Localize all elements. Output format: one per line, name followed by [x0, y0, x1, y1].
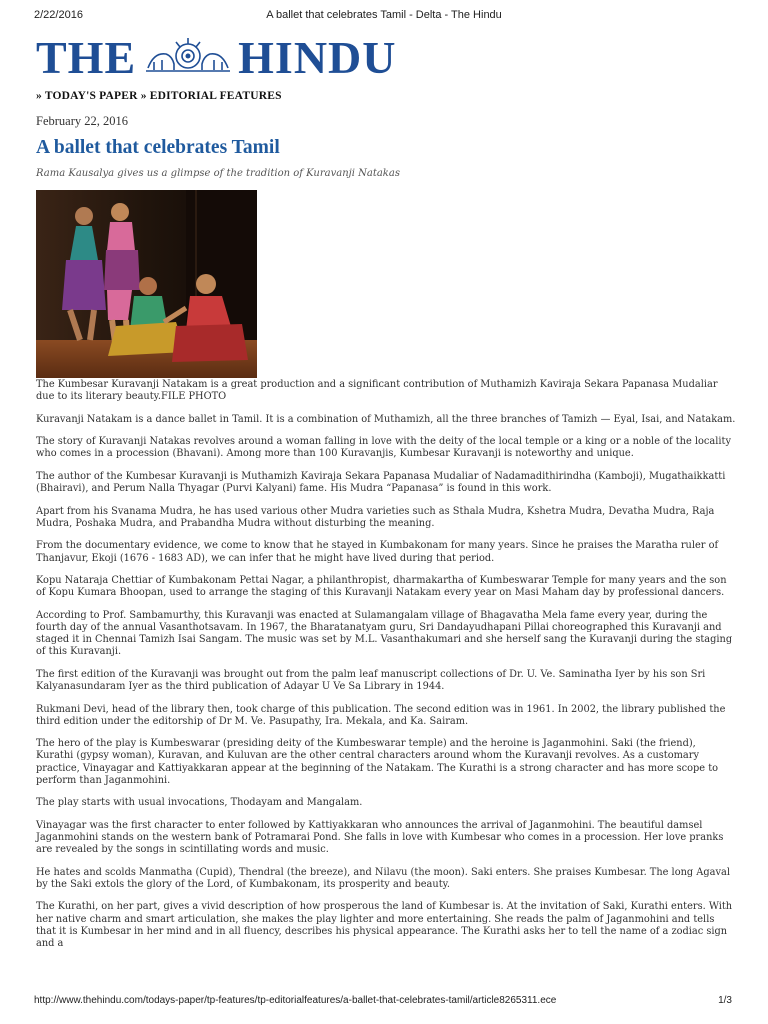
- article-subheadline: Rama Kausalya gives us a glimpse of the tradition of Kuravanji Natakas: [36, 168, 400, 179]
- publication-date: February 22, 2016: [36, 114, 128, 128]
- article-paragraph: Rukmani Devi, head of the library then, took charge of this publication. The second edition was in 1961. In 2002, the library published the third edition under the editorship of Dr M. Ve. Pasupathy, Ira. Mekala, and Ka. Sairam.: [36, 703, 726, 727]
- article-paragraph: The hero of the play is Kumbeswarar (presiding deity of the Kumbeswarar temple) and the heroine is Jaganmohini. Saki (the friend), Kurathi (gypsy woman), Kuravan, and Kuluvan are the other central characters around whom the Kuravanji revolves. As a customary practice, Vinayagar and Kattiyakkaran appear at the beginning of the Natakam. The Kurathi is a strong character and has more scope to perform than Jaganmohini.: [36, 738, 719, 786]
- masthead-hindu: HINDU: [238, 32, 397, 83]
- print-title: A ballet that celebrates Tamil - Delta - The Hindu: [266, 9, 502, 21]
- footer-url[interactable]: http://www.thehindu.com/todays-paper/tp-features/tp-editorialfeatures/a-ballet-that-celebrates-tamil/article8265311.ece: [34, 995, 557, 1006]
- print-footer: [0, 993, 768, 1009]
- article-paragraph: The play starts with usual invocations, Thodayam and Mangalam.: [36, 797, 363, 809]
- article-paragraph: He hates and scolds Manmatha (Cupid), Thendral (the breeze), and Nilavu (the moon). Saki enters. She praises Kumbesar. The long Agaval by the Saki extols the glory of the Lord, of Kumbakonam, its prosperity and beauty.: [36, 866, 730, 890]
- article-paragraph: From the documentary evidence, we come to know that he stayed in Kumbakonam for many years. Since he praises the Maratha ruler of Thanjavur, Ekoji (1676 - 1683 AD), we can infer that he might have lived during that period.: [36, 540, 719, 564]
- masthead-logo[interactable]: [36, 32, 397, 83]
- masthead-the: THE: [36, 32, 137, 83]
- emblem-icon: [144, 34, 232, 82]
- print-header: [0, 0, 768, 26]
- article-photo: [36, 190, 257, 378]
- article-paragraph: The author of the Kumbesar Kuravanji is Muthamizh Kaviraja Sekara Papanasa Mudaliar of Nadamadithirindha (Kamboji), Mugathaikkatti (Bhairavi), and Perum Nalla Thyagar (Purvi Kalyani) fame. His Mudra “Papanasa” is found in this work.: [36, 470, 726, 495]
- breadcrumb[interactable]: » TODAY'S PAPER » EDITORIAL FEATURES: [36, 90, 282, 102]
- article-paragraph: Kuravanji Natakam is a dance ballet in Tamil. It is a combination of Muthamizh, all the three branches of Tamizh — Eyal, Isai, and Natakam.: [36, 413, 736, 425]
- article-headline: A ballet that celebrates Tamil: [36, 137, 280, 158]
- page-number: 1/3: [718, 995, 732, 1006]
- photo-caption: The Kumbesar Kuravanji Natakam is a great production and a significant contribution of Muthamizh Kaviraja Sekara Papanasa Mudaliar due to its literary beauty.FILE PHOTO: [36, 379, 718, 403]
- article-body: [36, 379, 736, 961]
- article-paragraph: The story of Kuravanji Natakas revolves around a woman falling in love with the deity of the local temple or a king or a noble of the locality who comes in a procession (Bhavani). Among more than 100 Kuravanjis, Kumbesar Kuravanji is noteworthy and unique.: [36, 436, 732, 460]
- article-paragraph: Apart from his Svanama Mudra, he has used various other Mudra varieties such as Sthala Mudra, Kshetra Mudra, Devatha Mudra, Raja Mudra, Poshaka Mudra, and Prabandha Mudra without disturbing the meaning.: [36, 505, 715, 529]
- article-paragraph: According to Prof. Sambamurthy, this Kuravanji was enacted at Sulamangalam village of Bhagavatha Mela fame every year, during the fourth day of the annual Vasanthotsavam. In 1967, the Bharatanatyam guru, Sri Dandayudhapani Pillai choreographed this Kuravanji and staged it in Chennai Tamizh Isai Sangam. The music was set by M.L. Vasanthakumari and she herself sang the Kuravanji during the staging of this Kuravanji.: [36, 609, 733, 658]
- article-paragraph: The first edition of the Kuravanji was brought out from the palm leaf manuscript collections of Dr. U. Ve. Saminatha Iyer by his son Sri Kalyanasundaram Iyer as the third publication of Adayar U Ve Sa Library in 1944.: [36, 668, 706, 693]
- print-date: 2/22/2016: [34, 9, 83, 21]
- article-paragraph: The Kurathi, on her part, gives a vivid description of how prosperous the land of Kumbesar is. At the invitation of Saki, Kurathi enters. With her native charm and smart articulation, she makes the play lighter and more entertaining. She reads the palm of Jaganmohini and tells that it is Kumbesar in her mind and in all fluency, describes his physical appearance. The Kurathi asks her to tell the name of a zodiac sign and a: [36, 901, 733, 950]
- article-paragraph: Vinayagar was the first character to enter followed by Kattiyakkaran who announces the arrival of Jaganmohini. The beautiful damsel Jaganmohini stands on the western bank of Potramarai Pond. She falls in love with Kumbesar who comes in a procession. Her love pranks are revealed by the songs in scintillating words and music.: [36, 819, 724, 856]
- article-paragraph: Kopu Nataraja Chettiar of Kumbakonam Pettai Nagar, a philanthropist, dharmakartha of Kumbeswarar Temple for many years and the son of Kopu Kumara Bhoopan, used to arrange the staging of this Kuravanji Natakam every year on Masi Maham day by professional dancers.: [36, 575, 727, 599]
